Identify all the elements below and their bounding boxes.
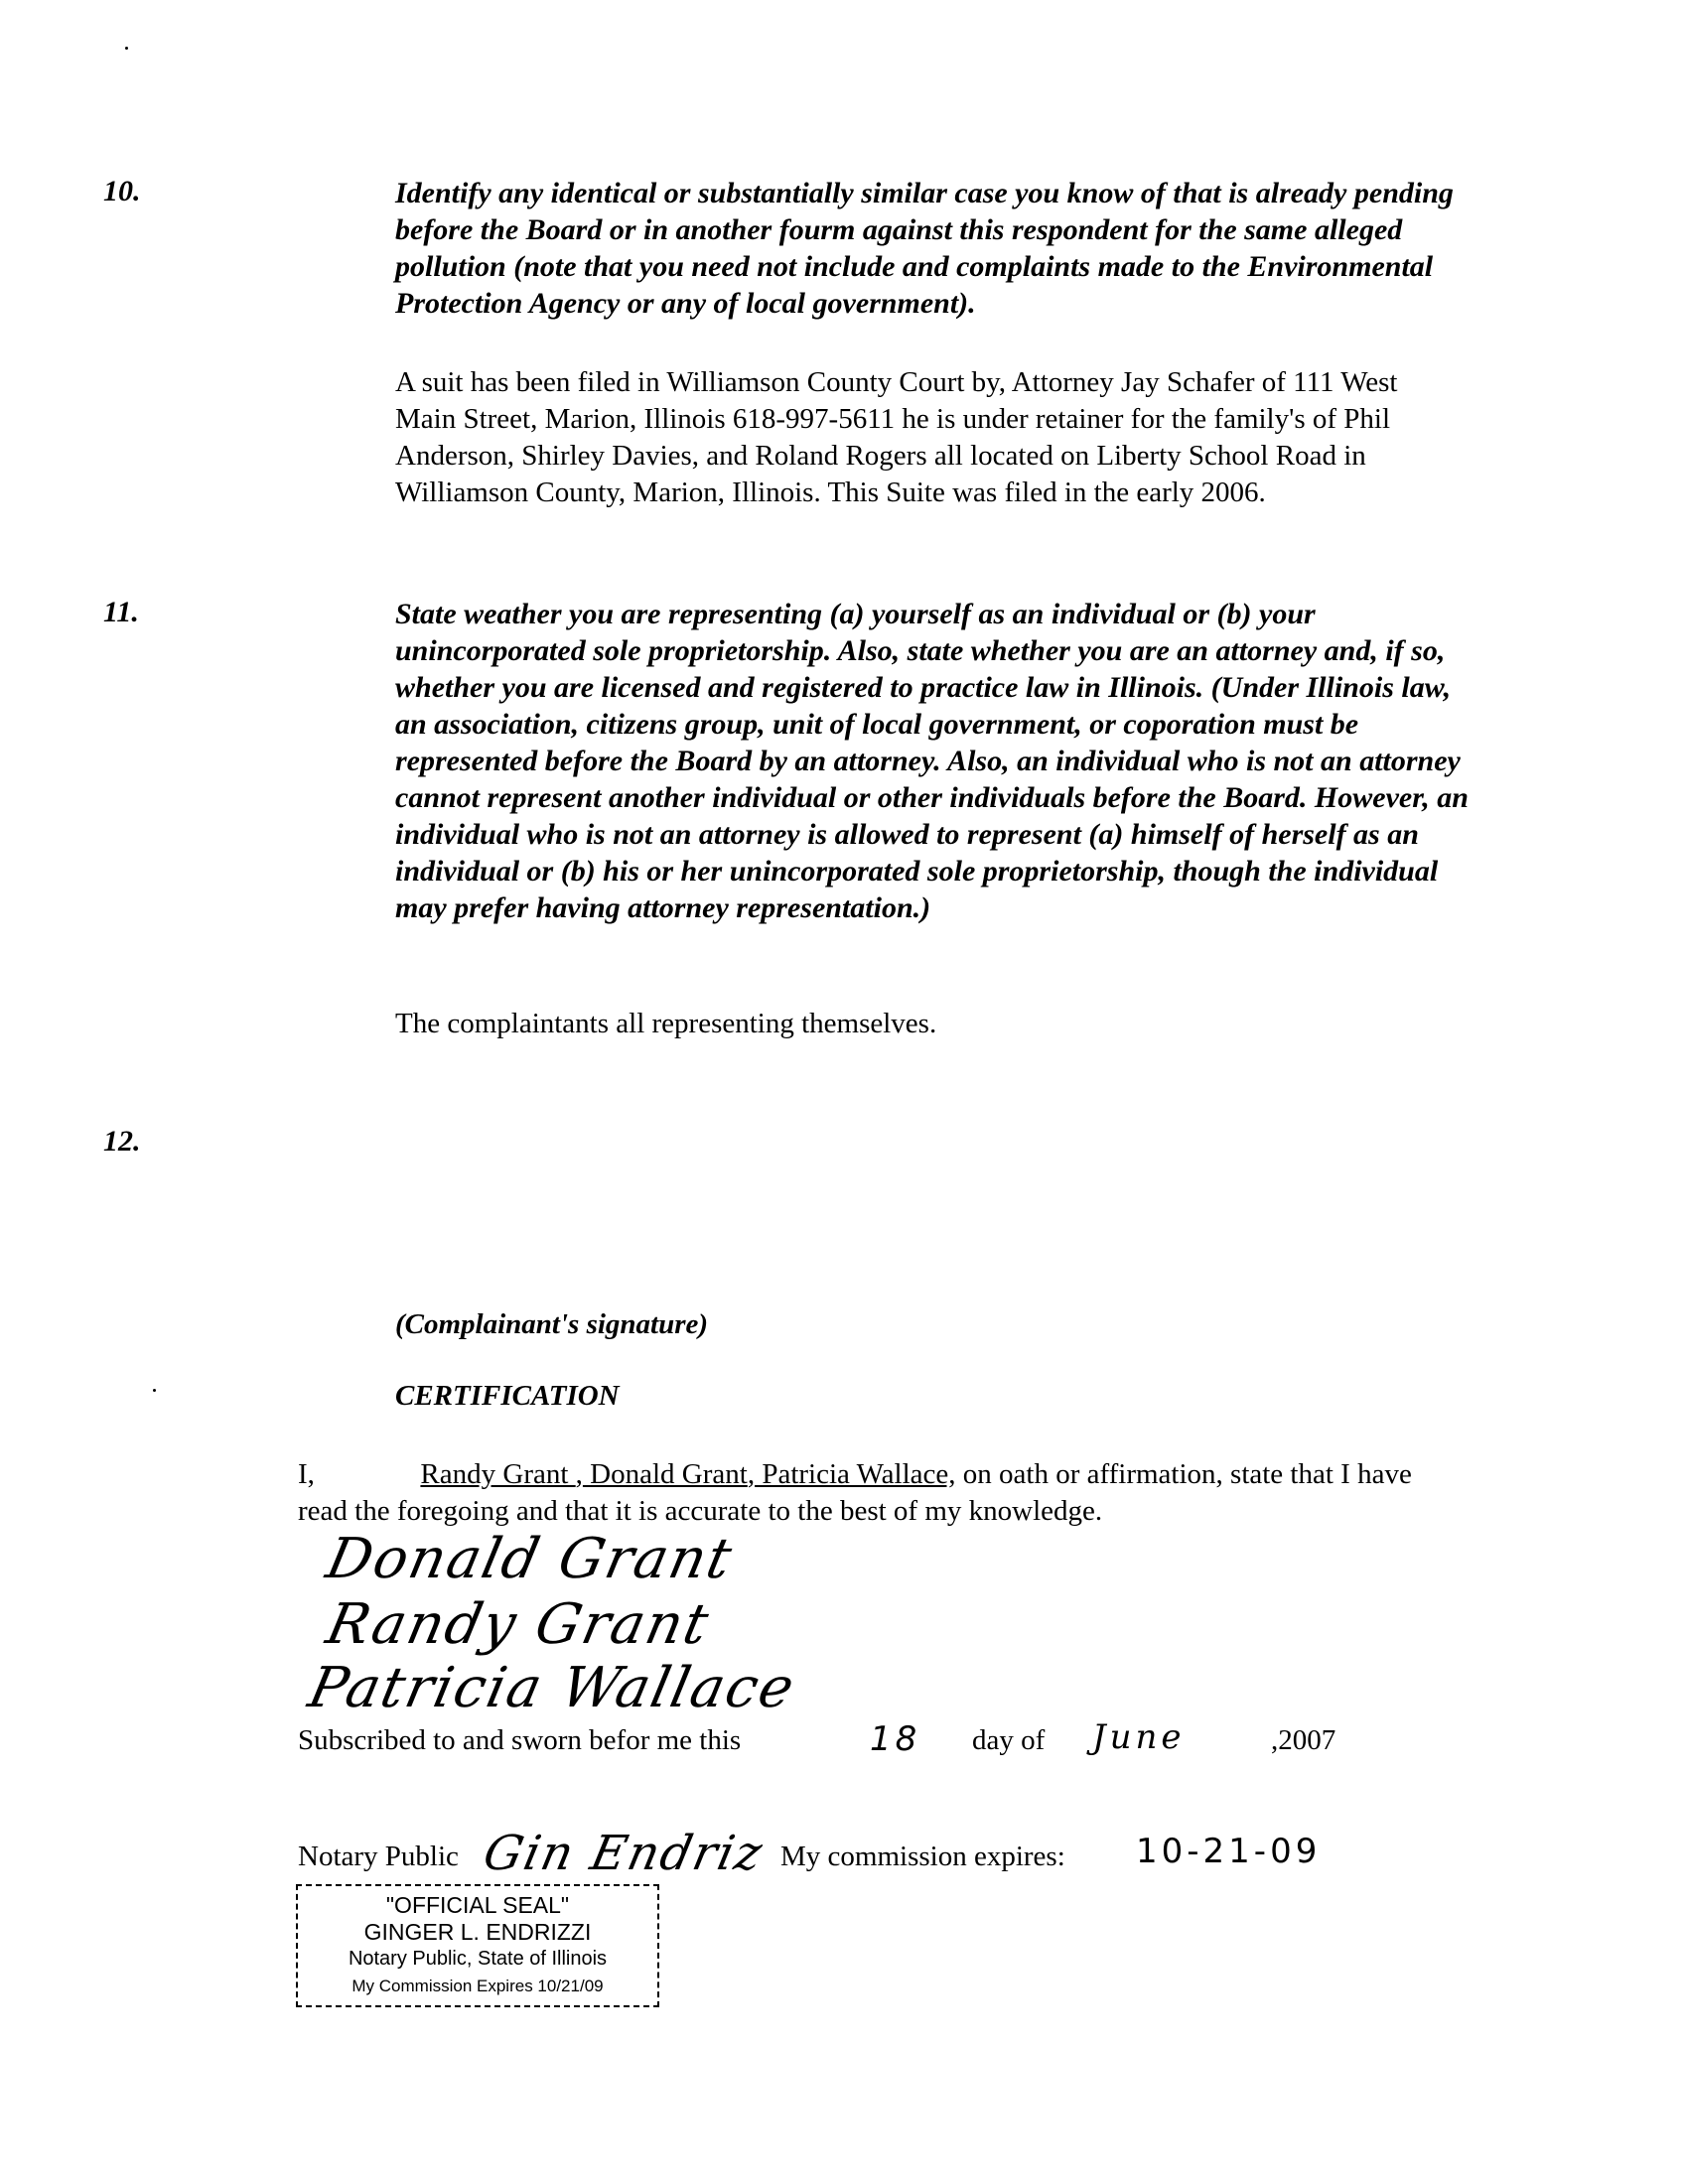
answer-line: Anderson, Shirley Davies, and Roland Rogers all located on Liberty School Road in bbox=[395, 440, 1366, 472]
question-line: individual who is not an attorney is allowed to represent (a) himself of herself as an bbox=[395, 818, 1419, 851]
question-line: unincorporated sole proprietorship. Also, state whether you are an attorney and, if so, bbox=[395, 634, 1446, 667]
question-line: cannot represent another individual or other individuals before the Board. However, an bbox=[395, 781, 1469, 814]
cert-name-randy: Randy Grant bbox=[420, 1458, 576, 1490]
answer-line: A suit has been filed in Williamson County Court by, Attorney Jay Schafer of 111 West bbox=[395, 366, 1398, 398]
question-line: before the Board or in another fourm against this respondent for the same alleged bbox=[395, 213, 1403, 246]
answer-line: Main Street, Marion, Illinois 618-997-5611 he is under retainer for the family's of Phil bbox=[395, 403, 1391, 435]
answer-line: Williamson County, Marion, Illinois. This Suite was filed in the early 2006. bbox=[395, 477, 1266, 508]
certification-statement bbox=[298, 1456, 1648, 1530]
cert-separator: , bbox=[575, 1458, 583, 1490]
question-line: whether you are licensed and registered to practice law in Illinois. (Under Illinois law, bbox=[395, 671, 1452, 704]
seal-line: "OFFICIAL SEAL" bbox=[385, 1892, 570, 1918]
certification-line-1 bbox=[298, 1456, 1648, 1493]
seal-line: Notary Public, State of Illinois bbox=[348, 1948, 608, 1970]
question-line: State weather you are representing (a) yourself as an individual or (b) your bbox=[395, 598, 1316, 630]
commission-label: My commission expires: bbox=[780, 1841, 1065, 1872]
notary-label: Notary Public bbox=[298, 1841, 459, 1872]
item-10-question bbox=[395, 175, 1626, 322]
scan-speck bbox=[153, 1389, 156, 1392]
question-line: Protection Agency or any of local government). bbox=[395, 287, 976, 320]
signature-caption: (Complainant's signature) bbox=[395, 1308, 709, 1340]
cert-line1-rest: on oath or affirmation, state that I have bbox=[955, 1458, 1412, 1490]
signature-randy-grant: Randy Grant bbox=[321, 1592, 716, 1657]
cert-prefix: I, bbox=[298, 1458, 315, 1490]
question-line: individual or (b) his or her unincorporated sole proprietorship, though the individual bbox=[395, 855, 1439, 887]
scan-speck bbox=[125, 47, 128, 50]
commission-date: 10-21-09 bbox=[1136, 1832, 1322, 1871]
item-number-10: 10. bbox=[103, 175, 141, 207]
signature-patricia-wallace: Patricia Wallace bbox=[303, 1656, 801, 1720]
answer-line: The complaintants all representing themselves. bbox=[395, 1008, 937, 1039]
seal-line: My Commission Expires 10/21/09 bbox=[351, 1977, 604, 1995]
subscribed-text: Subscribed to and sworn befor me this bbox=[298, 1724, 742, 1756]
question-line: represented before the Board by an attorney. Also, an individual who is not an attorney bbox=[395, 745, 1461, 777]
question-line: an association, citizens group, unit of local government, or coporation must be bbox=[395, 708, 1359, 741]
subscribed-month: June bbox=[1092, 1717, 1186, 1757]
certification-heading: CERTIFICATION bbox=[395, 1380, 620, 1412]
item-11-answer bbox=[395, 1006, 936, 1042]
notary-signature: Gin Endriz bbox=[479, 1826, 770, 1881]
item-number-11: 11. bbox=[103, 596, 139, 628]
subscribed-day-of: day of bbox=[972, 1724, 1046, 1756]
subscribed-day: 18 bbox=[870, 1719, 921, 1759]
signature-donald-grant: Donald Grant bbox=[321, 1527, 740, 1591]
item-11-question bbox=[395, 596, 1646, 926]
item-10-answer bbox=[395, 364, 1626, 511]
cert-name-donald: Donald Grant bbox=[582, 1458, 748, 1490]
cert-separator: , bbox=[747, 1458, 756, 1490]
item-number-12: 12. bbox=[103, 1125, 141, 1158]
subscribed-year: ,2007 bbox=[1271, 1724, 1336, 1756]
official-seal-stamp bbox=[296, 1884, 659, 2007]
question-line: Identify any identical or substantially similar case you know of that is already pending bbox=[395, 177, 1454, 209]
question-line: may prefer having attorney representation.) bbox=[395, 891, 931, 924]
seal-line: GINGER L. ENDRIZZI bbox=[363, 1919, 592, 1945]
question-line: pollution (note that you need not include and complaints made to the Environmental bbox=[395, 250, 1434, 283]
certification-line-2: read the foregoing and that it is accurate to the best of my knowledge. bbox=[298, 1495, 1103, 1527]
cert-name-patricia: Patricia Wallace, bbox=[755, 1458, 956, 1490]
